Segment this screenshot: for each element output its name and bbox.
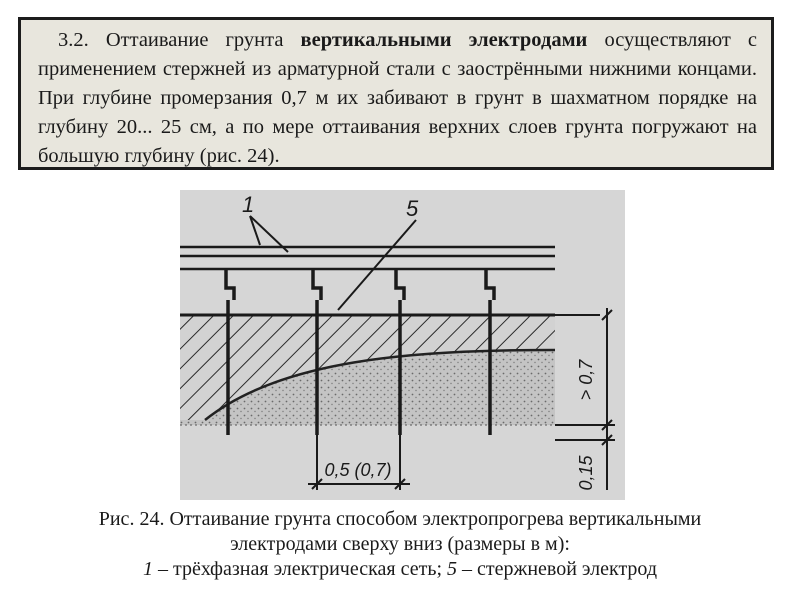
caption-line-1: Рис. 24. Оттаивание грунта способом электропрогрева вертикальными [98,508,702,530]
legend-number-1: 1 [142,558,153,580]
figure-caption [0,507,800,582]
paragraph-box [18,17,774,170]
dimension-bottom: 0,15 [576,455,596,491]
paragraph-rest: осуществляют с применением стержней из арматурной стали с заострёнными нижними концами. При глубине промерзания 0,7 м их забивают в грунт в шахматном порядке на глубину 20... 25 см, а по мере оттаивания верхних слоев грунта погружают на большую глубину (рис. 24). [38,29,758,167]
legend-number-5: 5 [447,558,458,580]
callout-label-1: 1 [242,192,255,217]
dimension-thaw-depth: > 0,7 [576,359,596,401]
caption-line-2: электродами сверху вниз (размеры в м): [230,533,570,555]
paragraph-number: 3.2. [58,29,89,51]
legend-text-5: – стержневой электрод [462,558,658,580]
paragraph-lead: Оттаивание грунта [105,29,284,51]
electrode-diagram [180,190,625,500]
paragraph-text [38,26,757,171]
paragraph-emphasis: вертикальными электродами [300,29,588,51]
callout-label-5: 5 [406,196,419,221]
legend-text-1: – трёхфазная электрическая сеть; [157,558,443,580]
dimension-spacing: 0,5 (0,7) [324,460,392,480]
caption-legend [0,557,800,582]
